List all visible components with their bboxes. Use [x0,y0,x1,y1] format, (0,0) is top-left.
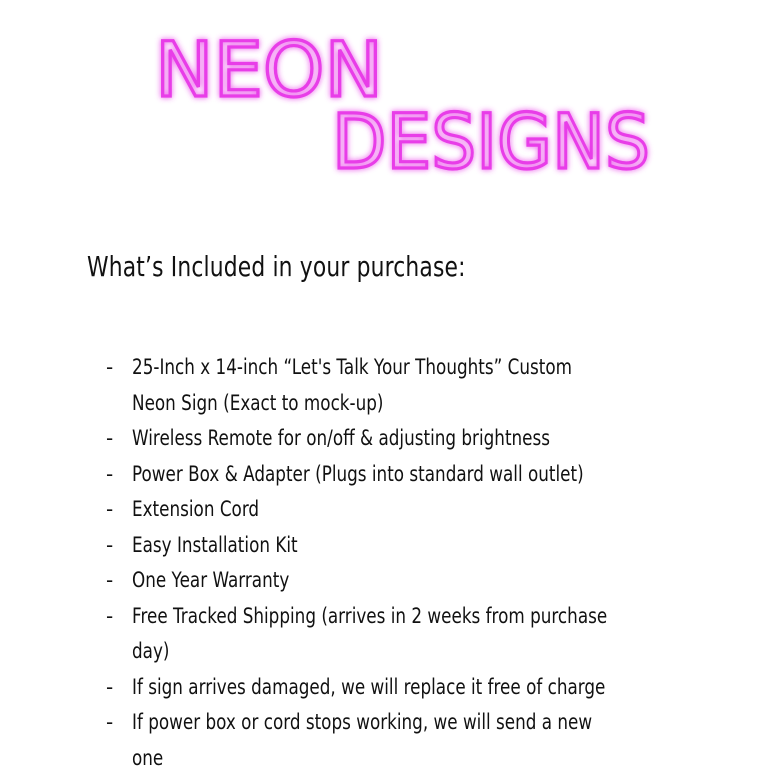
list-item [106,528,726,564]
list-item [106,421,726,457]
list-item-text: If sign arrives damaged, we will replace it free of charge [132,674,606,699]
bullet-dash: - [106,674,114,699]
logo-word-neon: NEON [155,25,383,114]
list-item-text: Power Box & Adapter (Plugs into standard wall outlet) [132,461,584,486]
included-heading: What’s Included in your purchase: [87,250,466,283]
neon-designs-logo [0,0,760,200]
bullet-dash: - [106,710,114,734]
list-item [106,670,726,706]
list-item-text: Wireless Remote for on/off & adjusting brightness [132,426,551,450]
bullet-dash: - [106,355,114,379]
neon-logo-graphic [0,0,760,200]
list-item-text: Easy Installation Kit [132,532,298,557]
list-item [106,350,726,421]
list-item-text: Free Tracked Shipping (arrives in 2 weeks from purchase day) [132,603,608,663]
bullet-dash: - [106,497,114,521]
logo-word-designs: DESIGNS [332,97,650,186]
list-item [106,563,726,599]
list-item [106,457,726,493]
included-items-list [106,350,726,776]
bullet-dash: - [106,461,114,486]
bullet-dash: - [106,426,114,450]
bullet-dash: - [106,603,114,628]
list-item-text: If power box or cord stops working, we will send a new one [132,710,593,770]
list-item-text: Extension Cord [132,497,260,521]
list-item [106,492,726,528]
list-item-text: 25-Inch x 14-inch “Let's Talk Your Thoughts” Custom Neon Sign (Exact to mock-up) [132,355,573,415]
list-item [106,599,726,670]
bullet-dash: - [106,532,114,557]
bullet-dash: - [106,568,114,592]
list-item [106,705,726,776]
list-item-text: One Year Warranty [132,568,290,592]
